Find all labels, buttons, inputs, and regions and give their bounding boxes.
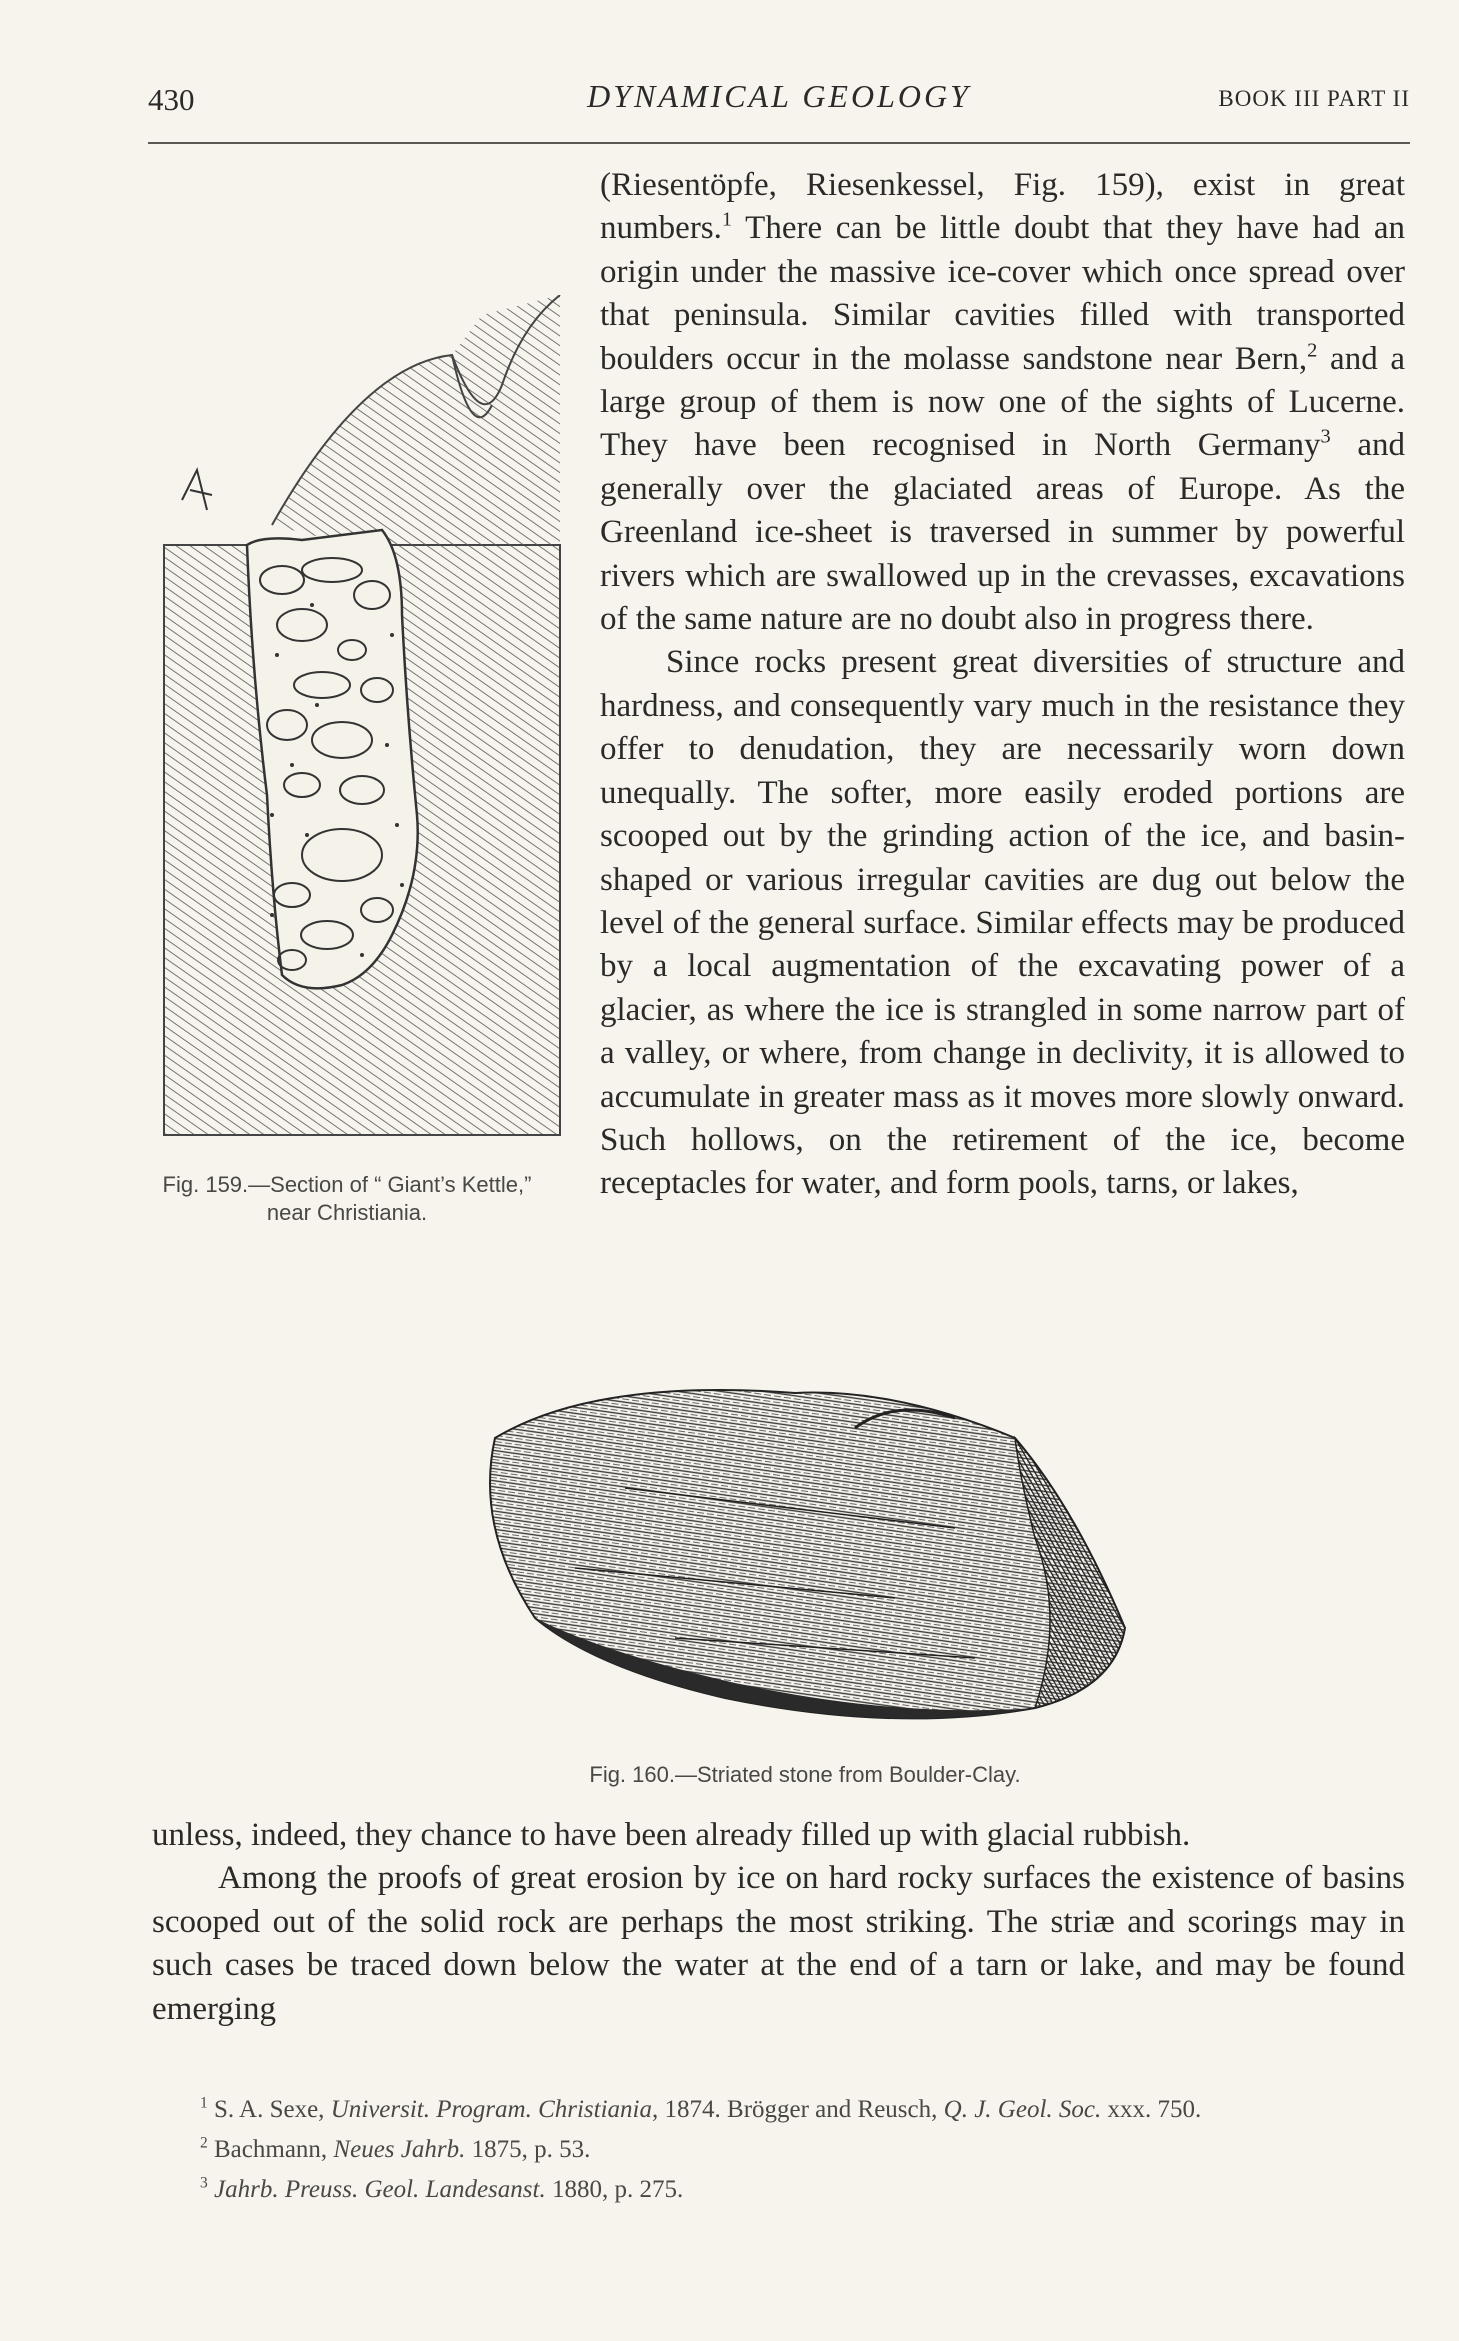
footnote-3: $^3$ Jahrb. Preuss. Geol. Landesanst. 1880, p. 275. bbox=[200, 2174, 684, 2203]
giants-kettle-illustration bbox=[152, 295, 572, 1145]
footnote-ref-1[interactable]: 1 bbox=[721, 208, 733, 231]
tree-sketch bbox=[182, 470, 212, 510]
stone-body bbox=[490, 1390, 1125, 1718]
paragraph-2: Since rocks present great diversities of structure and hardness, and consequently vary much in the resistance they offer to denudation, they are necessarily worn down unequally. The softer, more easily eroded portions are scooped out by the grinding action of the ice, and basin-shaped or various irregular cavities are dug out below the level of the general surface. Similar effects may be produced by a local augmentation of the excavating power of a glacier, as where the ice is strangled in some narrow part of a valley, or where, from change in declivity, it is allowed to accumulate in greater mass as it moves more slowly onward. Such hollows, on the retirement of the ice, become receptacles for water, and form pools, tarns, or lakes, bbox=[600, 644, 1405, 1202]
striated-stone-illustration bbox=[475, 1368, 1135, 1738]
paragraph-1: (Riesentöpfe, Riesenkessel, Fig. 159), exist in great numbers.$^1$ There can be little doubt that they have had an origin under the massive ice-cover which once spread over that peninsula. Similar cavities filled with transported boulders occur in the molasse sandstone near Bern,$^2$ and a large group of them is now one of the sights of Lucerne. They have been recognised in North Germany$^3$ and generally over the glaciated areas of Europe. As the Greenland ice-sheet is traversed in summer by powerful rivers which are swallowed up in the crevasses, excavations of the same nature are no doubt also in progress there. bbox=[600, 167, 1406, 638]
top-text-block bbox=[152, 164, 1405, 1282]
footnote-ref-3[interactable]: 3 bbox=[1320, 425, 1331, 448]
paragraph-4: Among the proofs of great erosion by ice on hard rocky surfaces the existence of basins scooped out of the solid rock are perhaps the most striking. The striæ and scorings may in such cases be traced down below the water at the end of a tarn or lake, and may be found emerging bbox=[152, 1860, 1405, 2027]
header-rule bbox=[148, 142, 1410, 144]
footnote-ref-2[interactable]: 2 bbox=[1307, 338, 1318, 361]
figure-160-caption: Fig. 160.—Striated stone from Boulder-Clay. bbox=[589, 1762, 1021, 1787]
section-label: BOOK III PART II bbox=[1218, 86, 1410, 111]
running-header bbox=[148, 78, 1410, 126]
paragraph-3: unless, indeed, they chance to have been already filled up with glacial rubbish. bbox=[152, 1817, 1191, 1853]
figure-160 bbox=[475, 1368, 1135, 1789]
bottom-text-block bbox=[152, 1814, 1405, 2031]
footnotes bbox=[152, 2093, 1405, 2213]
figure-159 bbox=[152, 295, 572, 1276]
running-title: DYNAMICAL GEOLOGY bbox=[587, 78, 971, 114]
footnote-1: $^1$ S. A. Sexe, Universit. Program. Christiania, 1874. Brögger and Reusch, Q. J. Geol. Soc. xxx. 750. bbox=[200, 2094, 1202, 2123]
figure-159-caption: Fig. 159.—Section of “ Giant’s Kettle,” near Christiania. bbox=[162, 1172, 532, 1225]
page-number: 430 bbox=[148, 82, 195, 117]
rock-slope bbox=[272, 295, 560, 545]
footnote-2: $^2$ Bachmann, Neues Jahrb. 1875, p. 53. bbox=[200, 2134, 591, 2163]
